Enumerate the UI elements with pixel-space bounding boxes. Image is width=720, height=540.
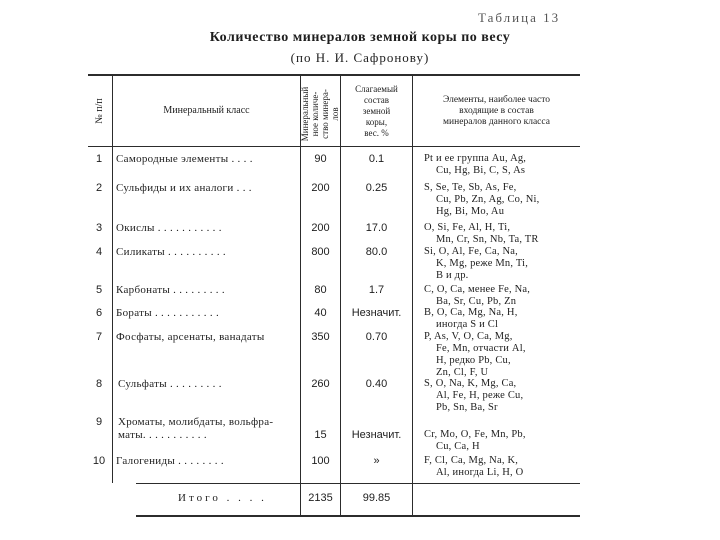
row-number: 2: [95, 182, 103, 194]
weight-percent: »: [373, 455, 380, 467]
bottom-rule: [136, 515, 580, 517]
elements-line: F, Cl, Ca, Mg, Na, K,: [424, 455, 519, 466]
header-line: ное количе-: [310, 91, 320, 137]
row-number: 3: [95, 222, 103, 234]
header-line: земной: [362, 106, 391, 116]
elements-line: Hg, Bi, Mo, Au: [436, 206, 505, 217]
elements-line: Si, O, Al, Fe, Ca, Na,: [424, 246, 518, 257]
mineral-class: Сульфиды и их аналоги . . .: [116, 182, 252, 194]
weight-percent: 0.25: [365, 182, 388, 194]
total-count: 2135: [308, 492, 333, 504]
header-mineral-class: Минеральный класс: [163, 105, 250, 116]
header-mineral-count: [300, 80, 340, 148]
elements-line: Al, иногда Li, H, O: [436, 467, 524, 478]
mineral-class: Фосфаты, арсенаты, ванадаты: [116, 331, 265, 343]
header-weight-percent: [341, 84, 412, 139]
header-line: состав: [363, 95, 389, 105]
header-elements: [413, 95, 580, 128]
elements-line: Pt и ее группа Au, Ag,: [424, 153, 527, 164]
mineral-class: Окислы . . . . . . . . . . .: [116, 222, 222, 234]
weight-percent: Незначит.: [351, 307, 402, 319]
row-number: 8: [95, 378, 103, 390]
row-number: 6: [95, 307, 103, 319]
table-number: Таблица 13: [478, 10, 561, 25]
mineral-class: Сульфаты . . . . . . . . .: [118, 378, 222, 390]
row-number: 4: [95, 246, 103, 258]
mineral-class: маты. . . . . . . . . . .: [118, 429, 207, 441]
mineral-count: 40: [314, 307, 327, 319]
weight-percent: Незначит.: [351, 429, 402, 441]
row-number: 7: [95, 331, 103, 343]
elements-line: Cu, Hg, Bi, C, S, As: [436, 165, 526, 176]
mineral-count: 90: [314, 153, 327, 165]
elements-line: P, As, V, O, Ca, Mg,: [424, 331, 513, 342]
row-number: 10: [92, 455, 106, 467]
weight-percent: 0.40: [365, 378, 388, 390]
top-rule: [88, 74, 580, 76]
elements-line: H, редко Pb, Cu,: [436, 355, 511, 366]
mineral-class: Хроматы, молибдаты, вольфра-: [118, 416, 274, 428]
header-line: коры,: [365, 117, 388, 127]
header-line: минералов данного класса: [443, 117, 550, 127]
elements-line: иногда S и Cl: [436, 319, 499, 330]
elements-line: Cu, Pb, Zn, Ag, Co, Ni,: [436, 194, 540, 205]
mineral-class: Карбонаты . . . . . . . . .: [116, 284, 225, 296]
weight-percent: 0.70: [365, 331, 388, 343]
elements-line: Fe, Mn, отчасти Al,: [436, 343, 526, 354]
header-line: Элементы, наиболее часто: [442, 95, 551, 105]
header-line: Слагаемый: [355, 84, 398, 94]
elements-line: Al, Fe, H, реже Cu,: [436, 390, 524, 401]
mineral-count: 15: [314, 429, 327, 441]
elements-line: O, Si, Fe, Al, H, Ti,: [424, 222, 511, 233]
mineral-count: 800: [311, 246, 330, 258]
elements-line: S, Se, Te, Sb, As, Fe,: [424, 182, 517, 193]
header-line: вес. %: [364, 128, 389, 138]
weight-percent: 0.1: [368, 153, 385, 165]
mineral-class: Бораты . . . . . . . . . . .: [116, 307, 220, 319]
elements-line: Pb, Sn, Ba, Sr: [436, 402, 498, 413]
elements-line: K, Mg, реже Mn, Ti,: [436, 258, 529, 269]
elements-line: Cr, Mo, O, Fe, Mn, Pb,: [424, 429, 526, 440]
elements-line: S, O, Na, K, Mg, Ca,: [424, 378, 517, 389]
header-number: № п/п: [94, 98, 105, 124]
column-divider: [112, 74, 113, 483]
total-label: Итого . . . .: [178, 492, 267, 504]
mineral-class: Самородные элементы . . . .: [116, 153, 253, 165]
total-rule: [136, 483, 580, 484]
mineral-count: 100: [311, 455, 330, 467]
weight-percent: 1.7: [368, 284, 385, 296]
elements-line: B, O, Ca, Mg, Na, H,: [424, 307, 518, 318]
header-line: входящие в состав: [459, 106, 534, 116]
mineral-count: 200: [311, 222, 330, 234]
elements-line: Zn, Cl, F, U: [436, 367, 489, 378]
elements-line: Ba, Sr, Cu, Pb, Zn: [436, 296, 517, 307]
elements-line: Cu, Ca, H: [436, 441, 480, 452]
mineral-count: 80: [314, 284, 327, 296]
column-divider: [412, 74, 413, 515]
mineral-count: 350: [311, 331, 330, 343]
header-line: Минеральный: [300, 86, 310, 142]
mineral-class: Силикаты . . . . . . . . . .: [116, 246, 226, 258]
mineral-class: Галогениды . . . . . . . .: [116, 455, 224, 467]
table-subtitle: (по Н. И. Сафронову): [290, 50, 430, 65]
row-number: 5: [95, 284, 103, 296]
elements-line: C, O, Ca, менее Fe, Na,: [424, 284, 531, 295]
table-title: Количество минералов земной коры по весу: [209, 30, 511, 45]
header-line: лов: [330, 107, 340, 121]
header-line: ство минера-: [320, 89, 330, 139]
mineral-count: 260: [311, 378, 330, 390]
elements-line: Mn, Cr, Sn, Nb, Ta, TR: [436, 234, 539, 245]
elements-line: B и др.: [436, 270, 469, 281]
total-percent: 99.85: [362, 492, 391, 504]
row-number: 9: [95, 416, 103, 428]
weight-percent: 80.0: [365, 246, 388, 258]
row-number: 1: [95, 153, 103, 165]
mineral-count: 200: [311, 182, 330, 194]
weight-percent: 17.0: [365, 222, 388, 234]
